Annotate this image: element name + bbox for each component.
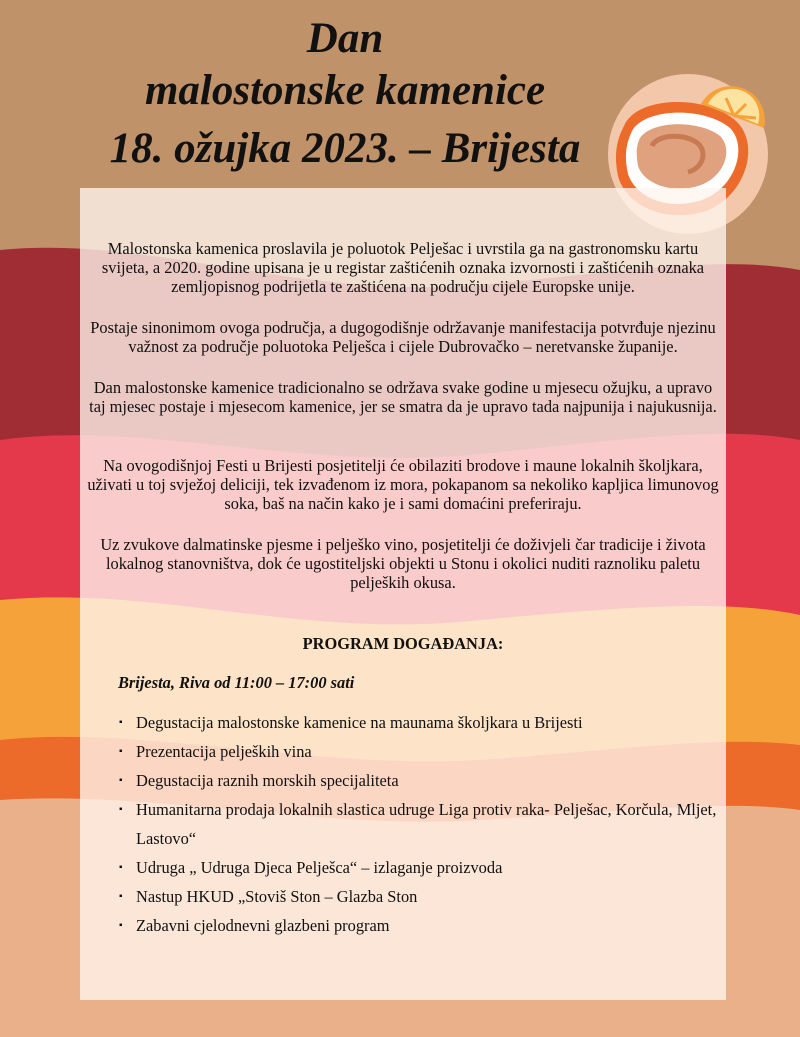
intro-paragraph-1: Malostonska kamenica proslavila je poluotok Pelješac i uvrstila ga na gastronomsku kartu svijeta, a 2020. godine upisana je u registar zaštićenih oznaka izvornosti i zaštićenih oznaka zemljopisnog podrijetla te zaštićena na području cijele Europske unije. [101, 239, 705, 296]
list-item [118, 708, 718, 737]
intro-paragraph-3: Dan malostonske kamenice tradicionalno se održava svake godine u mjesecu ožujku, a upravo taj mjesec postaje i mjesecom kamenice, jer se smatra da je upravo tada najpunija i najukusnija. [89, 378, 717, 416]
list-item [118, 766, 718, 795]
title-date-location: 18. ožujka 2023. – Brijesta [109, 125, 581, 172]
list-item [118, 853, 718, 882]
intro-paragraph-5: Uz zvukove dalmatinske pjesme i pelješko vino, posjetitelji će doživjeli čar tradicije i života lokalnog stanovništva, dok će ugostiteljski objekti u Stonu i okolici nuditi raznoliku paletu peljeških okusa. [100, 535, 706, 592]
list-item-text: Degustacija malostonske kamenice na maunama školjkara u Brijesti [136, 713, 583, 732]
title-line-1: Dan [306, 15, 384, 62]
list-item-text: Prezentacija peljeških vina [136, 742, 312, 761]
bullet-icon: ▪ [119, 891, 123, 902]
list-item-text: Udruga „ Udruga Djeca Pelješca“ – izlaganje proizvoda [136, 858, 503, 877]
list-item-text: Degustacija raznih morskih specijaliteta [136, 771, 399, 790]
bullet-icon: ▪ [119, 804, 123, 815]
intro-paragraph-2: Postaje sinonimom ovoga područja, a dugogodišnje održavanje manifestacija potvrđuje njezinu važnost za područje poluotoka Pelješca i cijele Dubrovačko – neretvanske županije. [90, 318, 716, 356]
program-list [118, 708, 718, 940]
intro-paragraph-4: Na ovogodišnjoj Festi u Brijesti posjetitelji će obilaziti brodove i maune lokalnih školjkara, uživati u toj svježoj deliciji, tek izvađenom iz mora, pokapanom sa nekoliko kapljica limunovog soka, baš na način kako je i sami domaćini preferiraju. [87, 456, 719, 513]
list-item [118, 882, 718, 911]
program-location-time: Brijesta, Riva od 11:00 – 17:00 sati [118, 673, 355, 692]
list-item-text: Zabavni cjelodnevni glazbeni program [136, 916, 390, 935]
list-item [118, 737, 718, 766]
list-item-text: Humanitarna prodaja lokalnih slastica udruge Liga protiv raka- Pelješac, Korčula, Mljet, Lastovo“ [136, 800, 717, 848]
list-item [118, 911, 718, 940]
list-item-text: Nastup HKUD „Stoviš Ston – Glazba Ston [136, 887, 418, 906]
bullet-icon: ▪ [119, 775, 123, 786]
bullet-icon: ▪ [119, 920, 123, 931]
bullet-icon: ▪ [119, 717, 123, 728]
list-item [118, 795, 718, 853]
bullet-icon: ▪ [119, 746, 123, 757]
program-title: PROGRAM DOGAĐANJA: [302, 634, 504, 653]
bullet-icon: ▪ [119, 862, 123, 873]
title-line-2: malostonske kamenice [144, 67, 546, 114]
